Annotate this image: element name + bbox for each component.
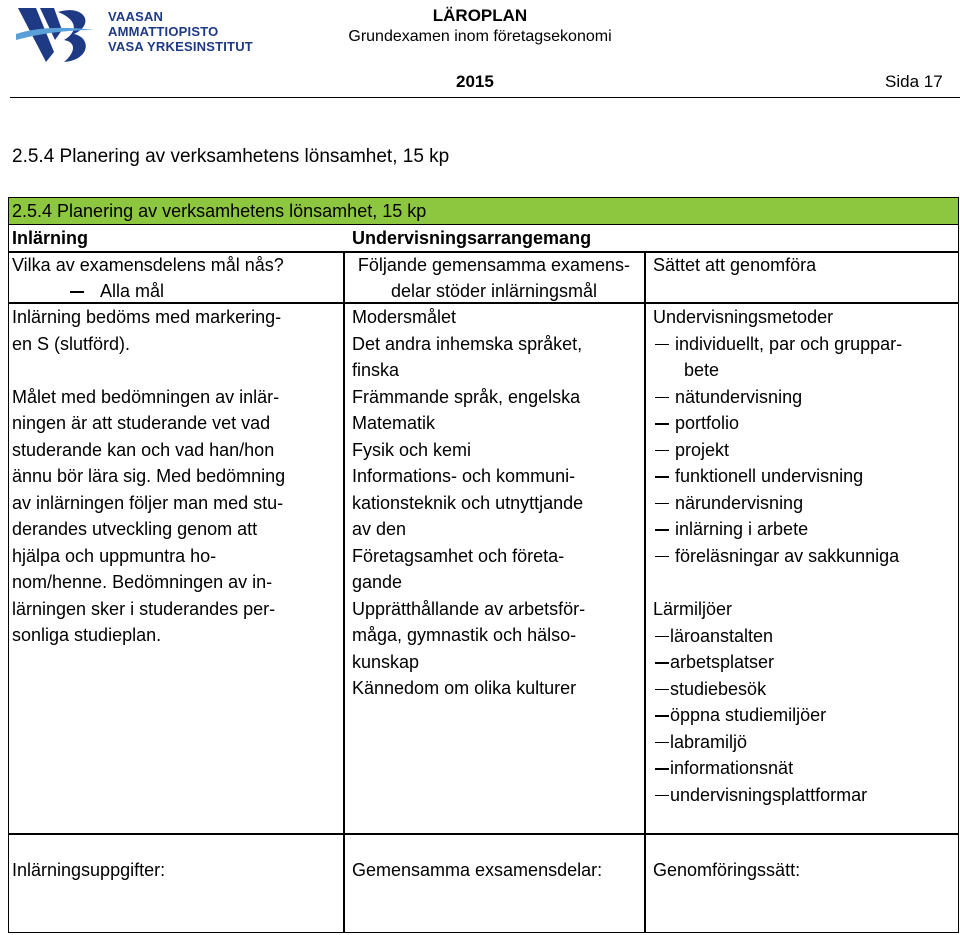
document-title: LÄROPLAN xyxy=(432,6,528,25)
dash-icon xyxy=(655,742,669,744)
subject-line: kationsteknik och utnyttjande xyxy=(352,492,584,513)
assessment-text-line: Inlärning bedöms med markering- xyxy=(12,307,282,327)
dash-icon xyxy=(655,450,669,452)
dash-icon xyxy=(655,476,669,478)
assessment-text-line: hjälpa och uppmuntra ho- xyxy=(12,545,217,566)
table-column-divider-1 xyxy=(343,252,345,933)
assessment-text-line: lärningen sker i studerandes per- xyxy=(12,598,276,619)
header-learning: Inlärning xyxy=(12,228,88,248)
assessment-text-line: Målet med bedömningen av inlär- xyxy=(12,386,280,407)
environment-item: labramiljö xyxy=(670,731,748,752)
subject-line: måga, gymnastik och hälso- xyxy=(352,625,577,645)
footer-common-parts: Gemensamma exsamensdelar: xyxy=(352,860,603,880)
dash-icon xyxy=(655,423,669,425)
dash-icon xyxy=(655,556,669,558)
subject-line: Kännedom om olika kulturer xyxy=(352,678,577,698)
assessment-text-line: av inlärningen följer man med stu- xyxy=(12,492,284,513)
subject-line: finska xyxy=(352,360,400,380)
page-number: Sida 17 xyxy=(885,72,943,91)
dash-icon xyxy=(655,768,669,770)
method-item: portfolio xyxy=(675,413,740,433)
dash-icon xyxy=(655,397,669,399)
environment-item: öppna studiemiljöer xyxy=(670,705,827,725)
goal-question: Vilka av examensdelens mål nås? xyxy=(12,255,284,275)
dash-icon xyxy=(655,344,669,346)
footer-implementation: Genomföringssätt: xyxy=(653,860,801,880)
dash-icon xyxy=(655,715,669,717)
subject-line: Fysik och kemi xyxy=(352,439,472,460)
method-item: nätundervisning xyxy=(675,386,803,407)
method-item: projekt xyxy=(675,439,730,460)
dash-icon xyxy=(655,795,669,797)
assessment-text-line: studerande kan och vad han/hon xyxy=(12,439,275,460)
table-column-divider-2 xyxy=(644,252,646,933)
dash-icon xyxy=(655,503,669,505)
section-heading: 2.5.4 Planering av verksamhetens lönsamhet, 15 kp xyxy=(12,146,450,167)
dash-icon xyxy=(655,636,669,638)
method-item: funktionell undervisning xyxy=(675,466,864,486)
dash-icon xyxy=(70,291,84,293)
subject-line: av den xyxy=(352,519,407,539)
logo-text-line2: VASA YRKESINSTITUT xyxy=(108,39,253,54)
environment-item: läroanstalten xyxy=(670,625,774,646)
subject-line: Främmande språk, engelska xyxy=(352,386,581,407)
header-divider xyxy=(10,97,960,98)
col2-heading-line2: delar stöder inlärningsmål xyxy=(390,281,598,301)
footer-learning-tasks: Inlärningsuppgifter: xyxy=(12,860,166,880)
goal-item xyxy=(70,278,164,305)
logo-text-line1: VAASAN AMMATTIOPISTO xyxy=(108,9,219,39)
document-year: 2015 xyxy=(456,72,494,91)
header-arrangement: Undervisningsarrangemang xyxy=(352,228,592,248)
document-subtitle: Grundexamen inom företagsekonomi xyxy=(348,28,612,45)
dash-icon xyxy=(655,529,669,531)
assessment-text-line: derandes utveckling genom att xyxy=(12,519,258,539)
method-item: föreläsningar av sakkunniga xyxy=(675,545,900,566)
subject-line: Modersmålet xyxy=(352,307,457,327)
subject-line: Det andra inhemska språket, xyxy=(352,333,583,354)
environments-heading: Lärmiljöer xyxy=(653,599,733,619)
environment-item: arbetsplatser xyxy=(670,652,775,672)
method-item: närundervisning xyxy=(675,492,804,513)
col3-heading: Sättet att genomföra xyxy=(653,255,817,275)
assessment-text-line: ningen är att studerande vet vad xyxy=(12,413,271,433)
environment-item: undervisningsplattformar xyxy=(670,784,868,805)
methods-heading: Undervisningsmetoder xyxy=(653,307,834,327)
subject-line: Företagsamhet och företa- xyxy=(352,545,565,566)
goal-item-text: Alla mål xyxy=(100,281,165,301)
dash-icon xyxy=(655,662,669,664)
subject-line: Matematik xyxy=(352,413,436,433)
table-title: 2.5.4 Planering av verksamhetens lönsamhet, 15 kp xyxy=(12,201,427,221)
method-item: inlärning i arbete xyxy=(675,519,809,539)
subject-line: Upprätthållande av arbetsför- xyxy=(352,598,586,619)
subject-line: Informations- och kommuni- xyxy=(352,466,576,486)
method-item: individuellt, par och gruppar- xyxy=(675,333,903,354)
subject-line: kunskap xyxy=(352,651,420,672)
method-item-continuation: bete xyxy=(684,360,720,380)
assessment-text-line: nom/henne. Bedömningen av in- xyxy=(12,572,273,592)
assessment-text-line: en S (slutförd). xyxy=(12,333,131,354)
assessment-text-line: ännu bör lära sig. Med bedömning xyxy=(12,466,286,486)
table-divider-footer xyxy=(8,833,959,835)
assessment-text-line: sonliga studieplan. xyxy=(12,625,162,645)
subject-line: gande xyxy=(352,572,403,592)
col2-heading-line1: Följande gemensamma examens- xyxy=(357,255,631,275)
dash-icon xyxy=(655,689,669,691)
environment-item: studiebesök xyxy=(670,678,767,699)
environment-item: informationsnät xyxy=(670,758,794,778)
